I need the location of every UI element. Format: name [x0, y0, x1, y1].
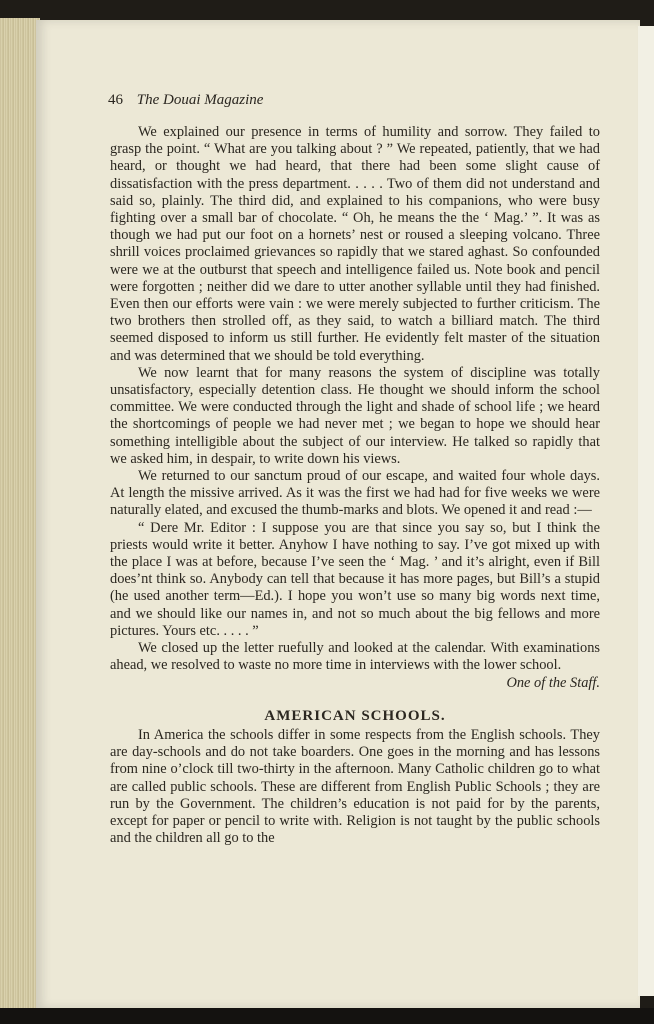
- page-edge-left: [0, 18, 40, 1008]
- paragraph: We closed up the letter ruefully and looked at the calendar. With examinations ahead, we resolved to waste no more time in interviews with the lower school.: [110, 640, 600, 674]
- running-title: The Douai Magazine: [136, 92, 264, 108]
- paragraph: We now learnt that for many reasons the system of discipline was totally unsatisfactory, especially detention class. He thought we should inform the school committee. We were conducted through the light and shade of school life ; we heard the shortcomings of people we had never met ; we began to hope we should hear something intelligible about the subject of our interview. He talked so rapidly that we asked him, in despair, to write down his views.: [110, 364, 600, 467]
- page-body: [110, 124, 600, 847]
- signature-line: [110, 675, 600, 692]
- section-title: AMERICAN SCHOOLS.: [264, 707, 446, 724]
- paragraph: We returned to our sanctum proud of our escape, and waited four whole days. At length the missive arrived. As it was the first we had had for five weeks we were naturally elated, and excused the thumb-marks and blots. We opened it and read :—: [110, 468, 600, 519]
- page-header: [108, 92, 608, 112]
- background-bottom: [0, 1008, 654, 1024]
- signature: One of the Staff.: [506, 674, 600, 691]
- page-edge-right: [638, 26, 654, 996]
- letter-paragraph: “ Dere Mr. Editor : I suppose you are that since you say so, but I think the priests would write it better. Anyhow I have nothing to say. I’ve got mixed up with the place I was at before, because I’ve seen the ‘ Mag. ’ and it’s alright, even if Bill does’nt think so. Anybody can tell that because it has more pages, but Bill’s a stupid (he used another term—Ed.). I hope you won’t use so many big words next time, and we should like our names in, and not so much about the big fellows and more pictures. Yours etc. . . . . ”: [110, 519, 600, 639]
- page-number: 46: [108, 92, 123, 108]
- paragraph: In America the schools differ in some respects from the English schools. They are day-schools and do not take boarders. One goes in the morning and has lessons from nine o’clock till two-thirty in the afternoon. Many Catholic children go to what are called public schools. These are different from English Public Schools ; they are run by the Government. The children’s education is not paid for by the parents, except for paper or pencil to write with. Religion is not taught by the public schools and the children all go to the: [110, 726, 600, 847]
- paragraph: We explained our presence in terms of humility and sorrow. They failed to grasp the point. “ What are you talking about ? ” We repeated, patiently, that we had heard, or thought we had heard, that there had been some slight cause of dissatisfaction with the press department. . . . . Two of them did not understand and said so, plainly. The third did, and explained to his companions, who were busy fighting over a small bar of chocolate. “ Oh, he means the the ‘ Mag.’ ”. It was as though we had put our foot on a hornets’ nest or roused a sleeping volcano. Three shrill voices proclaimed grievances so rapidly that we stared aghast. So confounded were we at the outburst that speech and intelligence failed us. Note book and pencil were forgotten ; neither did we dare to utter another syllable until they had finished. Even then our efforts were vain : we were merely subjected to further criticism. The two brothers then strolled off, as they said, to watch a billiard match. The third seemed disposed to inform us still further. He evidently felt master of the situation and was determined that we should be told everything.: [110, 124, 600, 364]
